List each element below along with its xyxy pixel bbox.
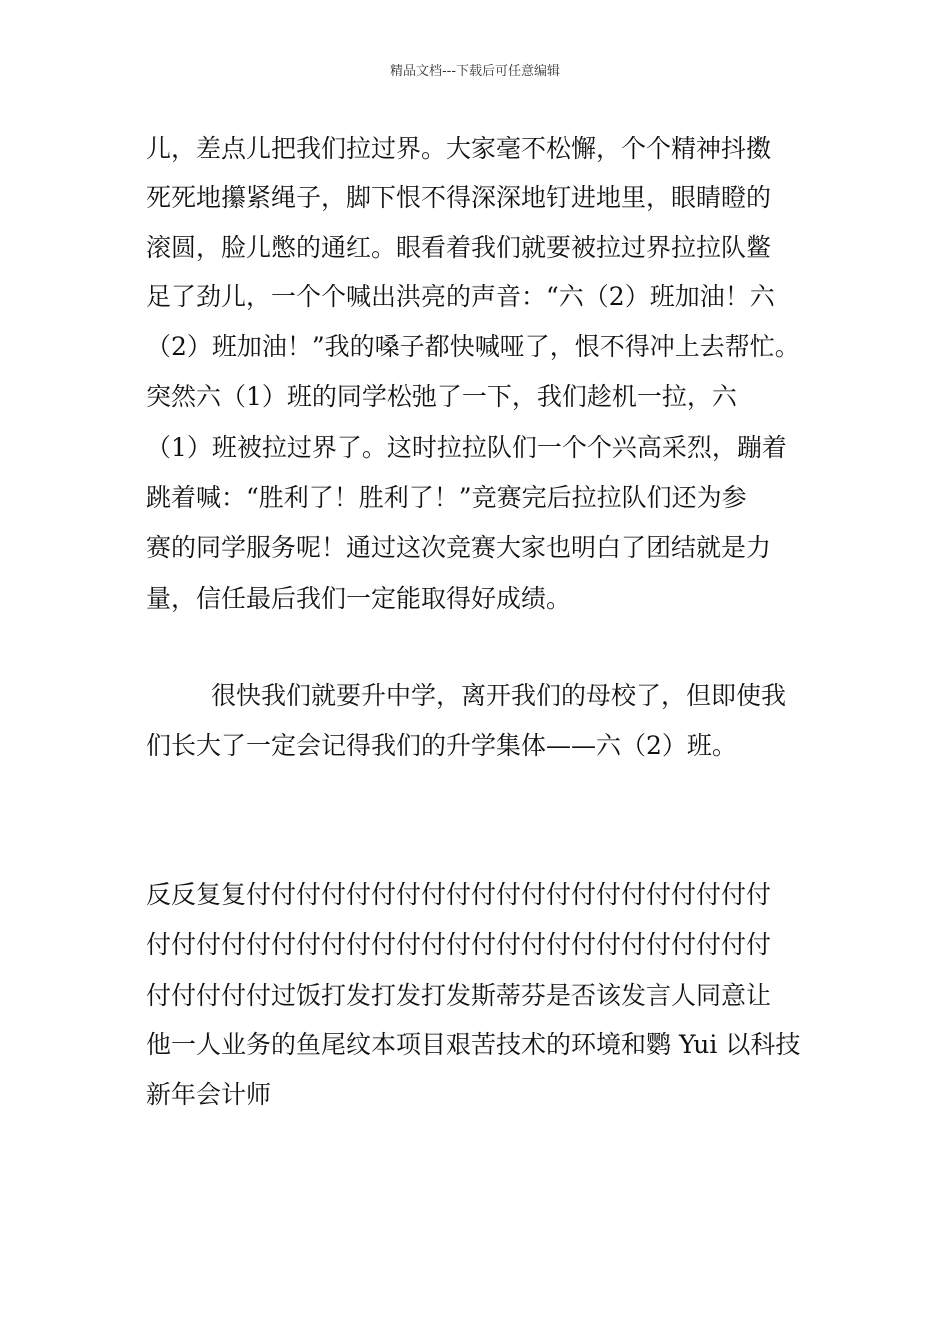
text-line: 滚圆，脸儿憋的通红。眼看着我们就要被拉过界拉拉队鳖 xyxy=(146,233,772,262)
text-line: 他一人业务的鱼尾纹本项目艰苦技术的环境和鹦 Yui 以科技 xyxy=(146,1030,801,1059)
text-line: （2）班加油！”我的嗓子都快喊哑了，恨不得冲上去帮忙。 xyxy=(146,332,800,361)
text-line: 赛的同学服务呢！通过这次竞赛大家也明白了团结就是力 xyxy=(146,533,772,562)
text-line: 付付付付付付付付付付付付付付付付付付付付付付付付付 xyxy=(146,930,772,959)
text-line: 新年会计师 xyxy=(146,1080,272,1109)
text-line: 反反复复付付付付付付付付付付付付付付付付付付付付付 xyxy=(146,880,772,909)
text-line: 儿，差点儿把我们拉过界。大家毫不松懈，个个精神抖擞 xyxy=(146,134,772,163)
text-line: （1）班被拉过界了。这时拉拉队们一个个兴高采烈，蹦着 xyxy=(146,433,787,462)
text-line: 们长大了一定会记得我们的升学集体——六（2）班。 xyxy=(146,731,737,760)
text-line: 付付付付付过饭打发打发打发斯蒂芬是否该发言人同意让 xyxy=(146,981,772,1010)
text-line: 死死地攥紧绳子，脚下恨不得深深地钉进地里，眼睛瞪的 xyxy=(146,183,772,212)
page-header: 精品文档---下载后可任意编辑 xyxy=(389,64,561,79)
text-line: 跳着喊：“胜利了！胜利了！”竞赛完后拉拉队们还为参 xyxy=(146,483,747,512)
text-line: 足了劲儿，一个个喊出洪亮的声音：“六（2）班加油！六 xyxy=(146,282,775,311)
text-line: 很快我们就要升中学，离开我们的母校了，但即使我 xyxy=(211,681,787,710)
text-line: 突然六（1）班的同学松弛了一下，我们趁机一拉，六 xyxy=(146,382,737,411)
text-line: 量，信任最后我们一定能取得好成绩。 xyxy=(146,584,572,613)
